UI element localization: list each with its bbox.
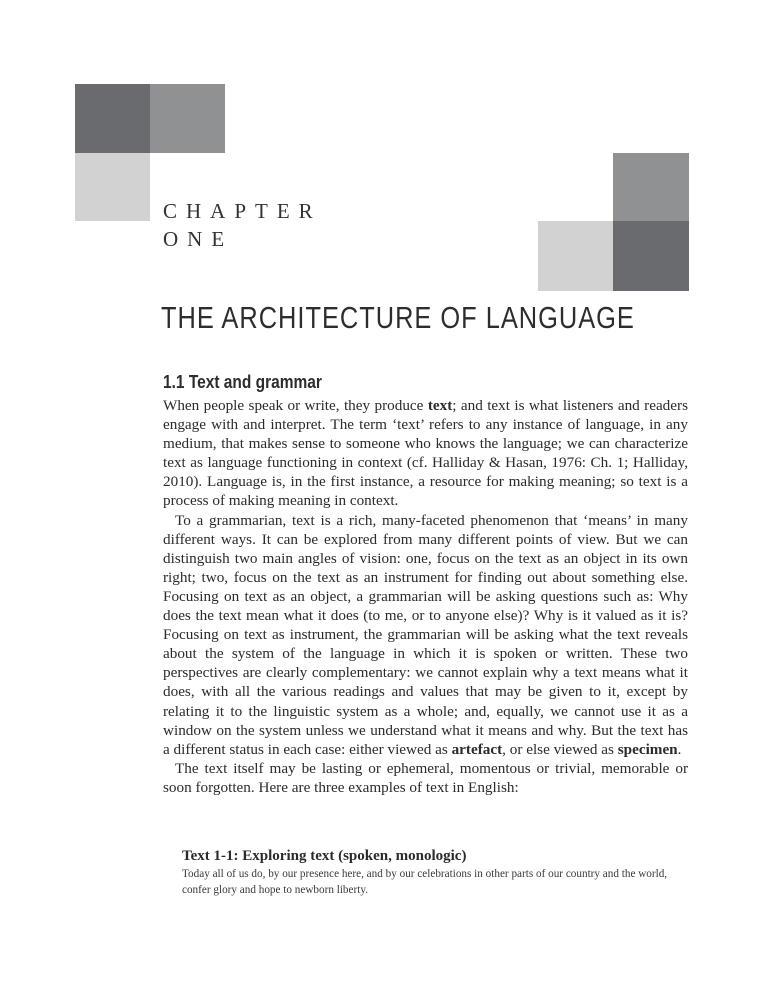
decor-block-mid-top xyxy=(150,84,225,153)
term-artefact: artefact xyxy=(451,740,503,758)
chapter-title: THE ARCHITECTURE OF LANGUAGE xyxy=(161,300,635,335)
paragraph-3: The text itself may be lasting or ephemeral, momentous or trivial, memorable or soon forgotten. Here are three examples of text in English: xyxy=(163,759,688,796)
chapter-number-word: ONE xyxy=(163,227,234,251)
p1-text-a: When people speak or write, they produce xyxy=(163,397,428,414)
decor-block-dark-top xyxy=(75,84,150,153)
paragraph-2 xyxy=(163,511,688,759)
decor-block-mid-right xyxy=(613,153,689,221)
p1-text-c: ; and text is what listeners and readers engage with and interpret. The term ‘text’ refers to any instance of language, in any medium, that makes sense to someone who knows the language; we can characterize text as language functioning in context (cf. Halliday & Hasan, 1976: Ch. 1; Halliday, 2010). Language is, in the first instance, a resource for making meaning; so text is a process of making meaning in context. xyxy=(163,397,688,510)
chapter-label-word: CHAPTER xyxy=(163,199,322,223)
p2-text-c: , or else viewed as xyxy=(502,740,618,758)
p2-text-e: . xyxy=(677,740,682,758)
example-text: Today all of us do, by our presence here, and by our celebrations in other parts of our country and the world, confer glory and hope to newborn liberty. xyxy=(182,868,668,896)
decor-block-dark-right xyxy=(613,221,689,291)
decor-block-light-left xyxy=(75,153,150,221)
chapter-label xyxy=(163,197,322,253)
term-text: text xyxy=(427,397,453,414)
term-specimen: specimen xyxy=(617,740,678,758)
p2-text-a: To a grammarian, text is a rich, many-faceted phenomenon that ‘means’ in many different ways. It can be explored from many different points of view. But we can distinguish two main angles of vision: one, focus on the text as an object in its own right; two, focus on the text as an instrument for finding out about something else. Focusing on text as an object, a grammarian will be asking questions such as: Why does the text mean what it does (to me, or to anyone else)? Why is it valued as it is? Focusing on text as instrument, the grammarian will be asking what the text reveals about the system of the language in which it is spoken or written. These two perspectives are clearly complementary: we cannot explain why a text means what it does, with all the various readings and values that may be given to it, except by relating it to the linguistic system as a whole; and, equally, we cannot use it as a window on the system unless we understand what it means and why. But the text has a different status in each case: either viewed as xyxy=(163,511,688,758)
example-title: Text 1-1: Exploring text (spoken, monologic) xyxy=(182,848,467,864)
body-text xyxy=(163,396,688,797)
paragraph-1 xyxy=(163,396,688,511)
section-heading: 1.1 Text and grammar xyxy=(163,372,322,392)
decor-block-light-right xyxy=(538,221,613,291)
